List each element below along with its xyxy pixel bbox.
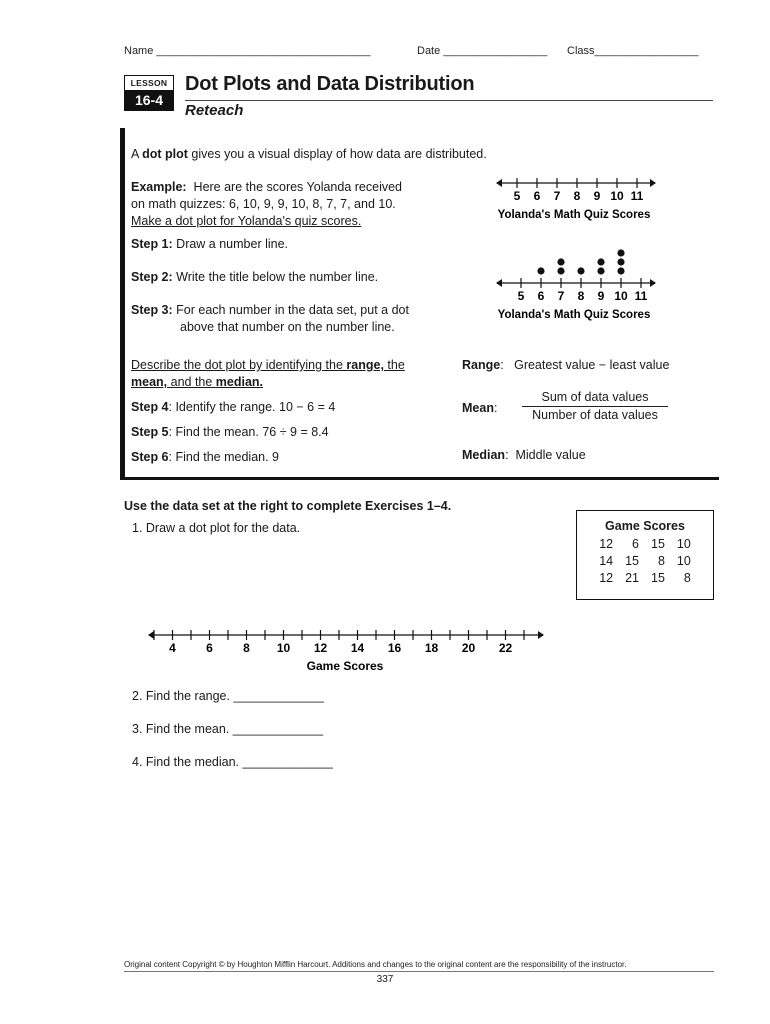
tick-label: 5 xyxy=(517,289,525,303)
axis-arrow-right xyxy=(650,179,656,187)
game-scores-plot-title: Game Scores xyxy=(306,659,384,673)
tick-label: 12 xyxy=(313,641,328,655)
tick-label: 20 xyxy=(461,641,476,655)
step-5: Step 5: Find the mean. 76 ÷ 9 = 8.4 xyxy=(131,425,329,439)
data-dot xyxy=(597,267,604,274)
tick-label: 16 xyxy=(387,641,402,655)
mean-numerator: Sum of data values xyxy=(522,390,668,407)
tick-label: 11 xyxy=(630,189,644,203)
axis-arrow-left xyxy=(496,279,502,287)
table-cell: 10 xyxy=(676,554,691,568)
tick-label: 22 xyxy=(498,641,513,655)
step-3-continued: above that number on the number line. xyxy=(180,320,395,334)
exercise-2: 2. Find the range. _____________ xyxy=(132,689,324,703)
table-cell: 21 xyxy=(625,571,639,585)
dot-plot-dots xyxy=(537,249,624,274)
step-2: Step 2: Write the title below the number line. xyxy=(131,270,379,284)
table-cell: 10 xyxy=(676,537,691,551)
table-cell: 12 xyxy=(599,571,614,585)
data-dot xyxy=(597,258,604,265)
tick-label: 8 xyxy=(243,641,250,655)
game-scores-axis xyxy=(148,630,544,655)
lesson-number: 16-4 xyxy=(125,90,173,110)
table-row xyxy=(593,570,697,587)
mean-denominator: Number of data values xyxy=(532,408,658,422)
example-line-1: Example: Here are the scores Yolanda received xyxy=(131,180,403,194)
tick-label: 8 xyxy=(577,289,585,303)
range-definition: Range: Greatest value − least value xyxy=(462,358,670,372)
table-cell: 14 xyxy=(599,554,614,568)
copyright-note: Original content Copyright © by Houghton Mifflin Harcourt. Additions and changes to the original content are the responsibility of the instructor. xyxy=(124,960,627,969)
table-cell: 15 xyxy=(651,537,665,551)
intro-bold-term: dot plot xyxy=(142,147,188,161)
example-number-line-axis xyxy=(496,178,656,203)
data-dot xyxy=(617,258,624,265)
page-title: Dot Plots and Data Distribution xyxy=(185,73,475,95)
dot-plot-axis xyxy=(496,278,656,303)
tick-label: 9 xyxy=(597,289,605,303)
step-1: Step 1: Draw a number line. xyxy=(131,237,289,251)
table-row xyxy=(593,553,697,570)
tick-label: 10 xyxy=(610,189,624,203)
tick-label: 7 xyxy=(553,189,561,203)
tick-label: 10 xyxy=(614,289,628,303)
tick-label: 6 xyxy=(533,189,541,203)
example-plot-title: Yolanda's Math Quiz Scores xyxy=(497,209,651,221)
example-number-line xyxy=(490,170,670,224)
table-cell: 6 xyxy=(632,537,639,551)
class-field-label: Class_________________ xyxy=(567,45,699,57)
lesson-label: LESSON xyxy=(130,78,168,88)
page-number: 337 xyxy=(376,974,394,985)
game-scores-grid xyxy=(593,536,697,587)
step-6: Step 6: Find the median. 9 xyxy=(131,450,279,464)
median-definition: Median: Middle value xyxy=(462,448,586,462)
footer-rule xyxy=(124,971,714,972)
tick-label: 11 xyxy=(634,289,648,303)
axis-arrow-right xyxy=(538,631,544,639)
tick-label: 9 xyxy=(593,189,601,203)
example-dot-plot xyxy=(490,238,670,326)
exercise-1: 1. Draw a dot plot for the data. xyxy=(132,521,301,535)
data-dot xyxy=(537,267,544,274)
tick-label: 7 xyxy=(557,289,565,303)
table-row xyxy=(593,536,697,553)
describe-line-1: Describe the dot plot by identifying the range, the xyxy=(131,358,405,372)
data-dot xyxy=(557,267,564,274)
axis-arrow-left xyxy=(148,631,154,639)
data-dot xyxy=(557,258,564,265)
page-subtitle: Reteach xyxy=(185,102,244,119)
tick-label: 5 xyxy=(513,189,521,203)
axis-arrow-left xyxy=(496,179,502,187)
step-4: Step 4: Identify the range. 10 − 6 = 4 xyxy=(131,400,336,414)
tick-label: 14 xyxy=(350,641,365,655)
tick-label: 6 xyxy=(206,641,213,655)
exercises-heading: Use the data set at the right to complete Exercises 1–4. xyxy=(124,499,452,513)
tick-label: 6 xyxy=(537,289,545,303)
exercise-4: 4. Find the median. _____________ xyxy=(132,755,333,769)
describe-line-2: mean, and the median. xyxy=(131,375,264,389)
name-field-label: Name ___________________________________ xyxy=(124,45,371,57)
tick-label: 8 xyxy=(573,189,581,203)
example-line-2: on math quizzes: 6, 10, 9, 9, 10, 8, 7, 7, and 10. xyxy=(131,197,396,211)
table-cell: 15 xyxy=(651,571,665,585)
table-cell: 8 xyxy=(657,554,665,568)
tick-label: 18 xyxy=(424,641,439,655)
table-cell: 8 xyxy=(683,571,691,585)
table-cell: 15 xyxy=(625,554,639,568)
mean-label: Mean: xyxy=(462,401,498,415)
data-dot xyxy=(617,249,624,256)
data-dot xyxy=(577,267,584,274)
axis-arrow-right xyxy=(650,279,656,287)
step-3: Step 3: For each number in the data set, put a dot xyxy=(131,303,409,317)
tick-label: 10 xyxy=(276,641,291,655)
data-dot xyxy=(617,267,624,274)
table-cell: 12 xyxy=(599,537,614,551)
dot-plot-title: Yolanda's Math Quiz Scores xyxy=(497,309,651,321)
lesson-badge xyxy=(124,75,174,111)
game-scores-title: Game Scores xyxy=(605,519,685,533)
game-scores-number-line[interactable] xyxy=(140,620,550,676)
example-line-3: Make a dot plot for Yolanda's quiz scores. xyxy=(131,214,362,228)
title-rule xyxy=(185,100,713,101)
exercise-3: 3. Find the mean. _____________ xyxy=(132,722,324,736)
tick-label: 4 xyxy=(169,641,176,655)
intro-text: A dot plot gives you a visual display of how data are distributed. xyxy=(131,147,487,161)
mean-fraction xyxy=(522,390,668,422)
date-field-label: Date _________________ xyxy=(417,45,548,57)
game-scores-table xyxy=(576,510,714,600)
